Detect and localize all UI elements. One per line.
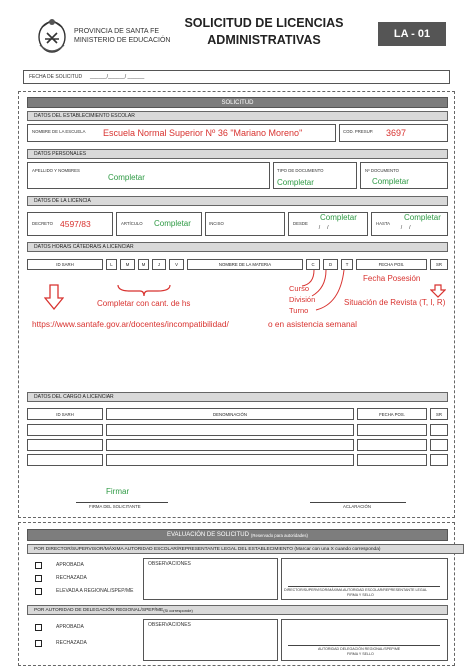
province-name: PROVINCIA DE SANTA FE: [74, 28, 160, 35]
horas-col-d: D: [323, 259, 338, 270]
horas-col-m2: M: [138, 259, 149, 270]
division-note: División: [289, 295, 316, 304]
aclaracion-label: ACLARACIÓN: [343, 504, 371, 509]
num-doc-label: Nº DOCUMENTO: [365, 168, 399, 173]
horas-col-c: C: [306, 259, 320, 270]
aprobada-checkbox[interactable]: [35, 562, 42, 569]
incompatibilidad-url[interactable]: https://www.santafe.gov.ar/docentes/incompatibilidad/: [32, 319, 229, 329]
inciso-label: INCISO: [209, 221, 224, 226]
rechazada-regional-checkbox[interactable]: [35, 640, 42, 647]
cargo-cell[interactable]: [106, 439, 354, 451]
articulo-value: Completar: [154, 219, 191, 228]
santa-fe-coat-of-arms-icon: [36, 17, 68, 55]
evaluacion-title-text: EVALUACIÓN DE SOLICITUD: [167, 532, 249, 538]
director-section: POR DIRECTOR/SUPERVISOR/MÁXIMA AUTORIDAD ESCOLAR/REPRESENTANTE LEGAL DEL ESTABLECIMIENTO (Marcar con una X cuando corresponda): [27, 544, 464, 554]
apellido-value: Completar: [108, 173, 145, 182]
horas-col-t: T: [341, 259, 353, 270]
cargo-col-id-sarh: ID SARH: [27, 408, 103, 420]
fecha-solicitud-label: FECHA DE SOLICITUD: [29, 74, 83, 80]
cargo-row[interactable]: [27, 454, 448, 466]
delegacion-section-sub: (Si corresponde): [163, 607, 193, 613]
escuela-label: NOMBRE DE LA ESCUELA: [32, 129, 86, 134]
rechazada-label: RECHAZADA: [56, 575, 87, 581]
desde-label: DESDE: [293, 221, 308, 226]
apellido-label: APELLIDO Y NOMBRES: [32, 168, 80, 173]
hasta-slashes: / /: [398, 225, 411, 231]
personales-section: DATOS PERSONALES: [27, 149, 448, 159]
horas-col-j: J: [152, 259, 166, 270]
cargo-col-denominacion: DENOMINACIÓN: [106, 408, 354, 420]
solicitud-title: SOLICITUD: [27, 97, 448, 108]
delegacion-section: [27, 605, 448, 615]
fecha-solicitud-blank: ______/______/ ______: [90, 74, 145, 80]
evaluacion-title: [27, 529, 448, 541]
rechazada-regional-label: RECHAZADA: [56, 640, 87, 646]
aprobada-regional-label: APROBADA: [56, 624, 84, 630]
escuela-value: Escuela Normal Superior Nº 36 "Mariano Moreno": [103, 128, 303, 138]
observaciones-label-2: OBSERVACIONES: [148, 622, 191, 628]
horas-col-materia: NOMBRE DE LA MATERIA: [187, 259, 303, 270]
form-title-line1: SOLICITUD DE LICENCIAS: [184, 16, 344, 30]
horas-col-id-sarh: ID SARH: [27, 259, 103, 270]
curly-brace-icon: [116, 283, 172, 297]
cargo-cell[interactable]: [357, 424, 427, 436]
firma-regional-line: [288, 645, 440, 646]
firma-regional-label: AUTORIDAD DELEGACIÓN REGIONAL/SPEP/ME: [318, 647, 401, 651]
horas-col-l: L: [106, 259, 117, 270]
cargo-cell[interactable]: [430, 439, 448, 451]
firmar-note: Firmar: [106, 487, 130, 496]
firma-solicitante-label: FIRMA DEL SOLICITANTE: [89, 504, 141, 509]
cargo-section: DATOS DEL CARGO A LICENCIAR: [27, 392, 448, 402]
firma-sello-label-2: FIRMA Y SELLO: [347, 652, 374, 656]
firma-director-label: DIRECTOR/SUPERVISOR/MÁXIMA AUTORIDAD ESCOLAR/REPRESENTANTE LEGAL: [284, 588, 428, 592]
horas-col-m1: M: [120, 259, 135, 270]
num-doc-value: Completar: [372, 177, 409, 186]
horas-section: DATOS HORA/S CÁTEDRA/S A LICENCIAR: [27, 242, 448, 252]
aclaracion-line: [310, 502, 406, 503]
hasta-label: HASTA: [376, 221, 391, 226]
elevada-checkbox[interactable]: [35, 588, 42, 595]
cargo-cell[interactable]: [430, 424, 448, 436]
articulo-label: ARTÍCULO: [121, 221, 143, 226]
firma-director-line: [288, 586, 440, 587]
aprobada-regional-checkbox[interactable]: [35, 624, 42, 631]
asistencia-note: o en asistencia semanal: [268, 319, 358, 329]
cod-presup-label: COD. PRESUP.: [343, 129, 374, 134]
cargo-cell[interactable]: [357, 454, 427, 466]
arrow-down-left-icon: [44, 284, 64, 310]
form-code-badge: LA - 01: [378, 22, 446, 46]
evaluacion-title-sub: (Reservado para autoridades): [250, 532, 308, 538]
elevada-label: ELEVADA A REGIONAL/SPEP/ME: [56, 588, 134, 594]
firma-sello-label-1: FIRMA Y SELLO: [347, 593, 374, 597]
form-title-line2: ADMINISTRATIVAS: [207, 33, 321, 47]
establecimiento-section: DATOS DEL ESTABLECIMIENTO ESCOLAR: [27, 111, 448, 121]
decreto-label: DECRETO: [32, 221, 53, 226]
desde-value: Completar: [320, 213, 357, 222]
cod-presup-value: 3697: [386, 128, 407, 138]
revista-note: Situación de Revista (T, I, R): [344, 298, 446, 307]
cargo-cell[interactable]: [27, 454, 103, 466]
desde-slashes: / /: [316, 225, 329, 231]
curso-note: Curso: [289, 284, 310, 293]
cargo-cell[interactable]: [106, 454, 354, 466]
cargo-row[interactable]: [27, 424, 448, 436]
apellido-field[interactable]: [27, 162, 270, 189]
cargo-row[interactable]: [27, 439, 448, 451]
arrow-down-right-icon: [430, 284, 446, 298]
cargo-cell[interactable]: [27, 424, 103, 436]
cant-hs-note: Completar con cant. de hs: [97, 299, 191, 308]
cargo-cell[interactable]: [27, 439, 103, 451]
decreto-value: 4597/83: [60, 219, 91, 229]
cargo-cell[interactable]: [106, 424, 354, 436]
horas-col-fecha-pos: FECHA POS.: [356, 259, 427, 270]
cargo-cell[interactable]: [357, 439, 427, 451]
ministry-name: MINISTERIO DE EDUCACIÓN: [74, 37, 171, 44]
tipo-doc-label: TIPO DE DOCUMENTO: [277, 168, 324, 173]
horas-col-sr: SR: [430, 259, 448, 270]
tipo-doc-value: Completar: [277, 178, 314, 187]
licencia-section: DATOS DE LA LICENCIA: [27, 196, 448, 206]
hasta-value: Completar: [404, 213, 441, 222]
fecha-posesion-note: Fecha Posesión: [363, 274, 421, 283]
observaciones-label-1: OBSERVACIONES: [148, 561, 191, 567]
cargo-cell[interactable]: [430, 454, 448, 466]
firma-line: [76, 502, 168, 503]
cargo-col-sr: SR: [430, 408, 448, 420]
horas-col-v: V: [169, 259, 184, 270]
turno-note: Turno: [289, 306, 309, 315]
fecha-solicitud-box[interactable]: [23, 70, 450, 84]
aprobada-label: APROBADA: [56, 562, 84, 568]
delegacion-section-text: POR AUTORIDAD DE DELEGACIÓN REGIONAL/SPEP/ME: [34, 607, 164, 613]
cargo-col-fecha-pos: FECHA POS.: [357, 408, 427, 420]
rechazada-checkbox[interactable]: [35, 575, 42, 582]
